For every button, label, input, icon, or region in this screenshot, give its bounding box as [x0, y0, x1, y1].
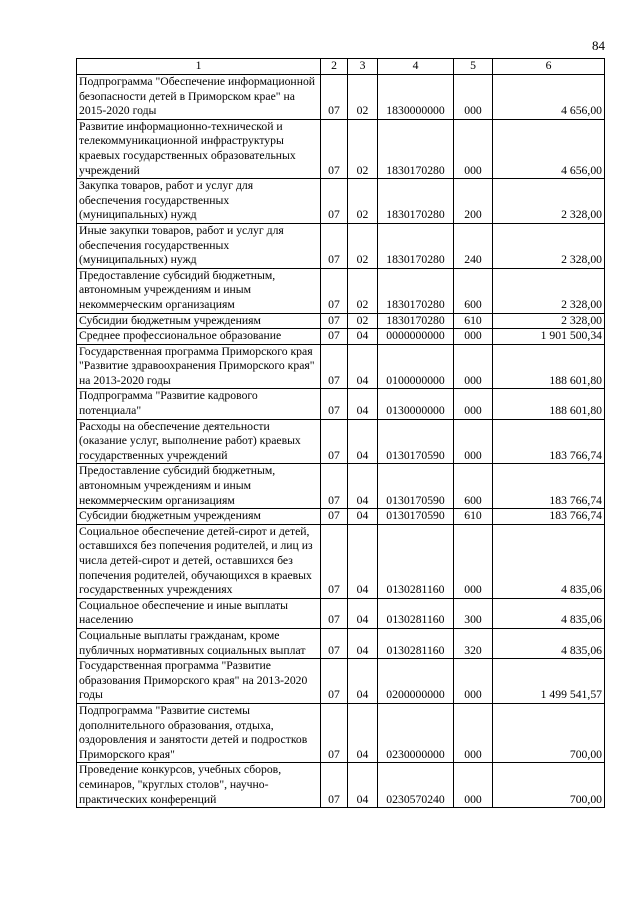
- expense-type-code: 000: [454, 344, 493, 389]
- target-article-code: 0200000000: [378, 659, 454, 704]
- item-name: Предоставление субсидий бюджетным, автономным учреждениям и иным некоммерческим организациям: [77, 268, 321, 313]
- amount: 700,00: [493, 703, 605, 762]
- table-row: [77, 763, 605, 808]
- amount: 183 766,74: [493, 509, 605, 525]
- subsection-code: 02: [348, 223, 378, 268]
- subsection-code: 04: [348, 344, 378, 389]
- subsection-code: 04: [348, 389, 378, 419]
- item-name: Предоставление субсидий бюджетным, автономным учреждениям и иным некоммерческим организациям: [77, 464, 321, 509]
- target-article-code: 1830170280: [378, 268, 454, 313]
- subsection-code: 02: [348, 179, 378, 224]
- target-article-code: 0130281160: [378, 524, 454, 598]
- item-name: Субсидии бюджетным учреждениям: [77, 509, 321, 525]
- amount: 4 656,00: [493, 119, 605, 178]
- amount: 2 328,00: [493, 313, 605, 329]
- target-article-code: 1830000000: [378, 75, 454, 120]
- header-row: [77, 59, 605, 75]
- amount: 700,00: [493, 763, 605, 808]
- table-row: [77, 75, 605, 120]
- item-name: Проведение конкурсов, учебных сборов, семинаров, "круглых столов", научно-практических конференций: [77, 763, 321, 808]
- amount: 188 601,80: [493, 344, 605, 389]
- table-row: [77, 344, 605, 389]
- target-article-code: 0130281160: [378, 628, 454, 658]
- item-name: Подпрограмма "Обеспечение информационной безопасности детей в Приморском крае" на 2015-2020 годы: [77, 75, 321, 120]
- expense-type-code: 000: [454, 119, 493, 178]
- table-row: [77, 464, 605, 509]
- target-article-code: 1830170280: [378, 119, 454, 178]
- subsection-code: 04: [348, 524, 378, 598]
- amount: 4 835,06: [493, 628, 605, 658]
- table-row: [77, 524, 605, 598]
- expense-type-code: 000: [454, 763, 493, 808]
- subsection-code: 04: [348, 509, 378, 525]
- amount: 183 766,74: [493, 419, 605, 464]
- subsection-code: 04: [348, 329, 378, 345]
- table-row: [77, 509, 605, 525]
- target-article-code: 1830170280: [378, 179, 454, 224]
- section-code: 07: [321, 329, 348, 345]
- target-article-code: 0130000000: [378, 389, 454, 419]
- expense-type-code: 200: [454, 179, 493, 224]
- subsection-code: 04: [348, 598, 378, 628]
- target-article-code: 0130281160: [378, 598, 454, 628]
- section-code: 07: [321, 75, 348, 120]
- item-name: Субсидии бюджетным учреждениям: [77, 313, 321, 329]
- table-row: [77, 119, 605, 178]
- item-name: Государственная программа Приморского края "Развитие здравоохранения Приморского края" на 2013-2020 годы: [77, 344, 321, 389]
- column-header-5: 5: [454, 59, 493, 75]
- subsection-code: 04: [348, 763, 378, 808]
- table-row: [77, 659, 605, 704]
- table-body: [77, 75, 605, 808]
- target-article-code: 0130170590: [378, 419, 454, 464]
- item-name: Социальные выплаты гражданам, кроме публичных нормативных социальных выплат: [77, 628, 321, 658]
- amount: 1 499 541,57: [493, 659, 605, 704]
- column-header-6: 6: [493, 59, 605, 75]
- target-article-code: 0130170590: [378, 509, 454, 525]
- section-code: 07: [321, 389, 348, 419]
- table-row: [77, 703, 605, 762]
- target-article-code: 0230000000: [378, 703, 454, 762]
- amount: 2 328,00: [493, 179, 605, 224]
- table-row: [77, 179, 605, 224]
- item-name: Закупка товаров, работ и услуг для обеспечения государственных (муниципальных) нужд: [77, 179, 321, 224]
- column-header-4: 4: [378, 59, 454, 75]
- section-code: 07: [321, 464, 348, 509]
- budget-table: [76, 58, 605, 808]
- amount: 2 328,00: [493, 223, 605, 268]
- expense-type-code: 600: [454, 464, 493, 509]
- expense-type-code: 000: [454, 659, 493, 704]
- subsection-code: 04: [348, 464, 378, 509]
- target-article-code: 0130170590: [378, 464, 454, 509]
- subsection-code: 02: [348, 313, 378, 329]
- item-name: Государственная программа "Развитие образования Приморского края" на 2013-2020 годы: [77, 659, 321, 704]
- subsection-code: 04: [348, 659, 378, 704]
- expense-type-code: 000: [454, 389, 493, 419]
- amount: 4 835,06: [493, 598, 605, 628]
- section-code: 07: [321, 703, 348, 762]
- expense-type-code: 000: [454, 419, 493, 464]
- section-code: 07: [321, 763, 348, 808]
- section-code: 07: [321, 179, 348, 224]
- table-row: [77, 268, 605, 313]
- expense-type-code: 300: [454, 598, 493, 628]
- expense-type-code: 600: [454, 268, 493, 313]
- subsection-code: 02: [348, 119, 378, 178]
- table-row: [77, 313, 605, 329]
- table-row: [77, 329, 605, 345]
- section-code: 07: [321, 268, 348, 313]
- column-header-2: 2: [321, 59, 348, 75]
- table-row: [77, 223, 605, 268]
- subsection-code: 02: [348, 268, 378, 313]
- expense-type-code: 610: [454, 509, 493, 525]
- page-number: 84: [592, 38, 605, 53]
- section-code: 07: [321, 344, 348, 389]
- target-article-code: 1830170280: [378, 223, 454, 268]
- amount: 183 766,74: [493, 464, 605, 509]
- column-header-1: 1: [77, 59, 321, 75]
- item-name: Иные закупки товаров, работ и услуг для обеспечения государственных (муниципальных) нужд: [77, 223, 321, 268]
- amount: 188 601,80: [493, 389, 605, 419]
- section-code: 07: [321, 223, 348, 268]
- expense-type-code: 240: [454, 223, 493, 268]
- expense-type-code: 320: [454, 628, 493, 658]
- table-row: [77, 598, 605, 628]
- item-name: Подпрограмма "Развитие системы дополнительного образования, отдыха, оздоровления и занятости детей и подростков Приморского края": [77, 703, 321, 762]
- section-code: 07: [321, 659, 348, 704]
- section-code: 07: [321, 628, 348, 658]
- table-header: [77, 59, 605, 75]
- section-code: 07: [321, 598, 348, 628]
- item-name: Подпрограмма "Развитие кадрового потенциала": [77, 389, 321, 419]
- subsection-code: 04: [348, 703, 378, 762]
- amount: 1 901 500,34: [493, 329, 605, 345]
- item-name: Социальное обеспечение и иные выплаты населению: [77, 598, 321, 628]
- table-row: [77, 389, 605, 419]
- table-row: [77, 419, 605, 464]
- item-name: Развитие информационно-технической и телекоммуникационной инфраструктуры краевых государственных образовательных учреждений: [77, 119, 321, 178]
- section-code: 07: [321, 419, 348, 464]
- expense-type-code: 000: [454, 329, 493, 345]
- section-code: 07: [321, 524, 348, 598]
- subsection-code: 02: [348, 75, 378, 120]
- amount: 4 835,06: [493, 524, 605, 598]
- target-article-code: 1830170280: [378, 313, 454, 329]
- section-code: 07: [321, 509, 348, 525]
- item-name: Социальное обеспечение детей-сирот и детей, оставшихся без попечения родителей, и лиц из числа детей-сирот и детей, оставшихся без попечения родителей, обучающихся в краевых государственных учреждениях: [77, 524, 321, 598]
- item-name: Расходы на обеспечение деятельности (оказание услуг, выполнение работ) краевых государственных учреждений: [77, 419, 321, 464]
- target-article-code: 0000000000: [378, 329, 454, 345]
- amount: 4 656,00: [493, 75, 605, 120]
- subsection-code: 04: [348, 419, 378, 464]
- amount: 2 328,00: [493, 268, 605, 313]
- expense-type-code: 000: [454, 524, 493, 598]
- subsection-code: 04: [348, 628, 378, 658]
- column-header-3: 3: [348, 59, 378, 75]
- target-article-code: 0100000000: [378, 344, 454, 389]
- item-name: Среднее профессиональное образование: [77, 329, 321, 345]
- expense-type-code: 000: [454, 75, 493, 120]
- expense-type-code: 000: [454, 703, 493, 762]
- table-row: [77, 628, 605, 658]
- target-article-code: 0230570240: [378, 763, 454, 808]
- section-code: 07: [321, 313, 348, 329]
- expense-type-code: 610: [454, 313, 493, 329]
- section-code: 07: [321, 119, 348, 178]
